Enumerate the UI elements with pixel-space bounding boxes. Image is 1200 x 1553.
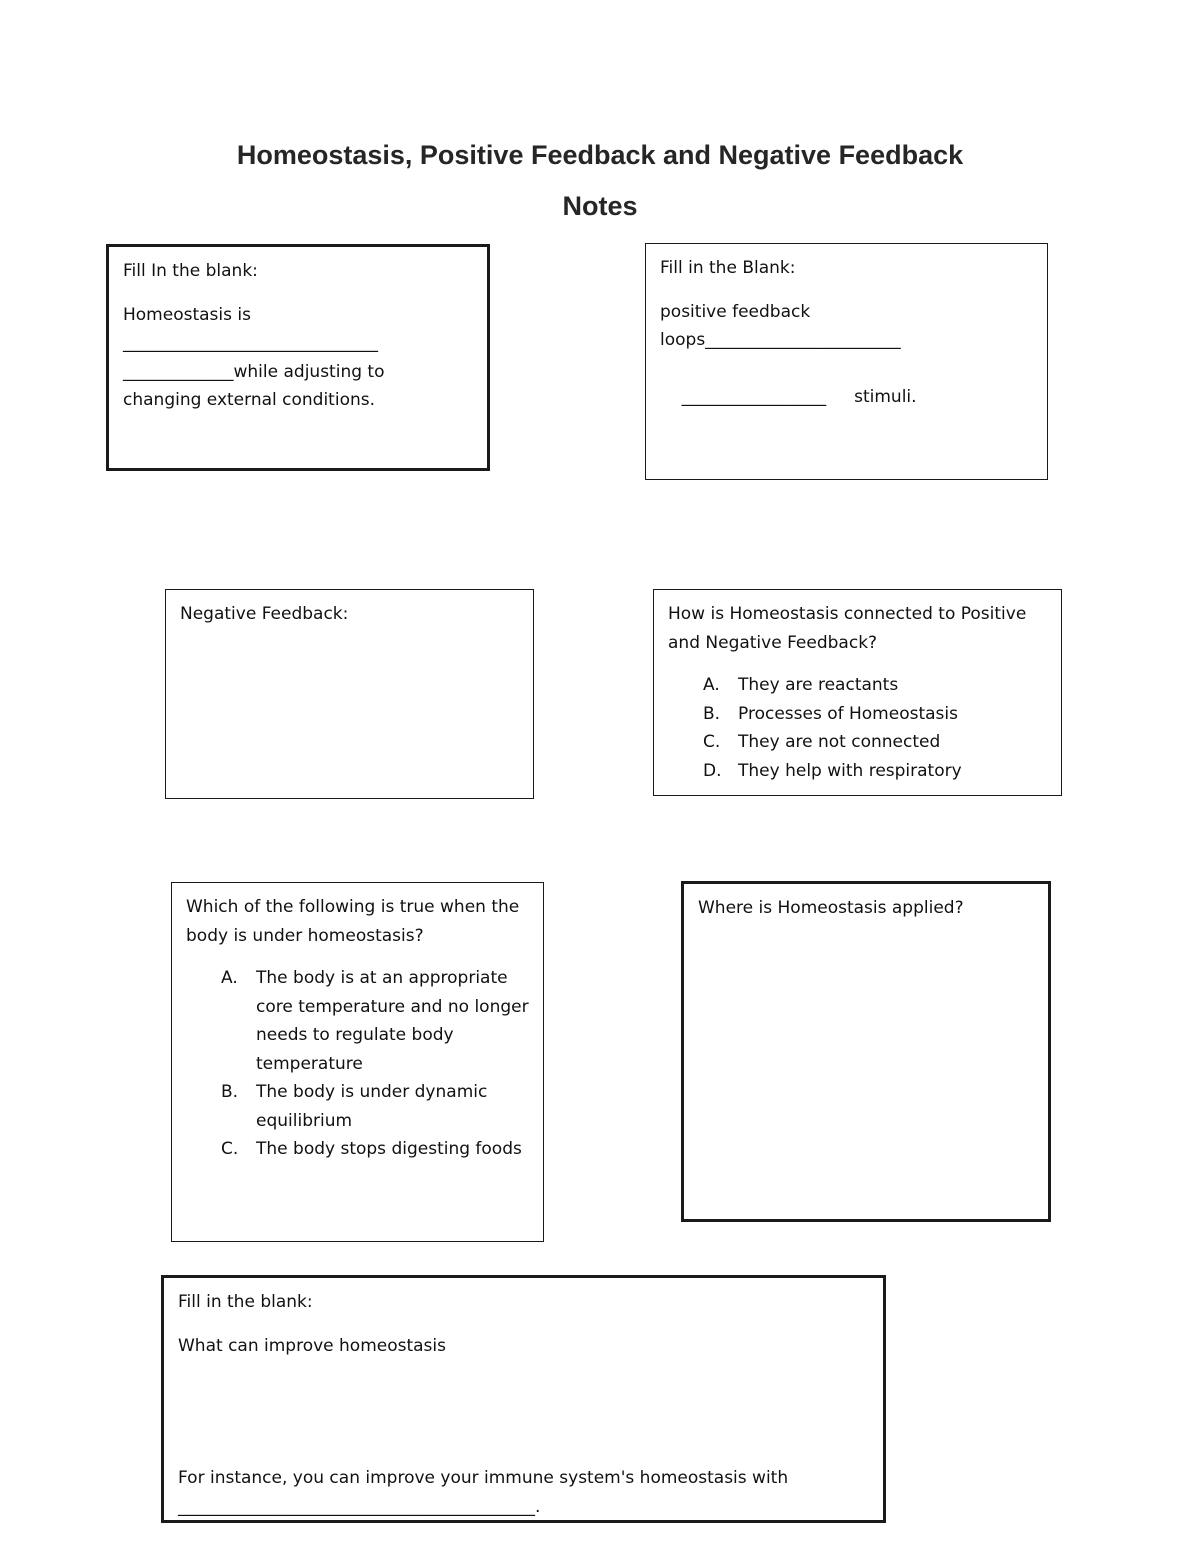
box-heading: Negative Feedback: [180, 604, 349, 624]
question-text: Where is Homeostasis applied? [698, 898, 964, 918]
homeostasis-true-question-box [171, 882, 544, 1242]
option-letter: B. [703, 703, 721, 724]
box-heading: Fill in the blank: [178, 1292, 313, 1312]
option-text: They help with respiratory [738, 760, 962, 781]
question-text: positive feedback [660, 301, 811, 322]
answer-blank[interactable]: loops_______________________ [660, 330, 901, 350]
option-text: Processes of Homeostasis [738, 703, 958, 724]
page-title: Homeostasis, Positive Feedback and Negative Feedback [236, 140, 964, 170]
option-a[interactable] [186, 964, 529, 1078]
answer-blank[interactable]: ______________________________ [123, 333, 378, 353]
answer-blank[interactable]: _________________ [681, 387, 827, 407]
fill-blank-positive-feedback-box [645, 243, 1048, 480]
box-heading: Fill in the Blank: [660, 258, 796, 278]
question-text: Homeostasis is [123, 304, 251, 325]
option-a[interactable] [668, 671, 1047, 700]
option-text: The body is at an appropriate core temperature and no longer needs to regulate body temperature [256, 968, 529, 1074]
question-text: stimuli. [854, 387, 917, 407]
question-text: For instance, you can improve your immune system's homeostasis with [178, 1468, 789, 1488]
option-letter: C. [703, 732, 721, 752]
negative-feedback-box [165, 589, 534, 799]
homeostasis-connection-question-box [653, 589, 1062, 796]
improve-homeostasis-box [161, 1275, 886, 1523]
option-text: They are reactants [738, 675, 899, 695]
option-letter: A. [703, 675, 720, 695]
answer-line [660, 355, 1033, 441]
option-d[interactable] [668, 757, 1047, 786]
question-text: changing external conditions. [123, 390, 376, 410]
box-heading: Fill In the blank: [123, 261, 258, 281]
option-c[interactable] [186, 1135, 529, 1164]
option-c[interactable] [668, 728, 1047, 757]
answer-blank[interactable]: _____________while adjusting to [123, 361, 385, 382]
homeostasis-applied-box [681, 881, 1051, 1222]
answer-blank[interactable]: __________________________________________. [178, 1496, 541, 1517]
option-text: The body is under dynamic equilibrium [256, 1082, 488, 1131]
option-letter: D. [703, 760, 722, 781]
option-b[interactable] [668, 700, 1047, 729]
option-letter: A. [221, 968, 238, 988]
page-subtitle: Notes [562, 191, 638, 221]
option-text: They are not connected [738, 732, 941, 752]
option-text: The body stops digesting foods [256, 1139, 522, 1159]
question-text: Which of the following is true when the body is under homeostasis? [186, 897, 520, 946]
question-text: How is Homeostasis connected to Positive and Negative Feedback? [668, 604, 1027, 653]
option-b[interactable] [186, 1078, 529, 1135]
options-list [186, 964, 529, 1164]
option-letter: B. [221, 1082, 239, 1102]
option-letter: C. [221, 1139, 239, 1159]
fill-blank-homeostasis-box [106, 244, 490, 471]
options-list [668, 671, 1047, 785]
question-text: What can improve homeostasis [178, 1335, 446, 1356]
